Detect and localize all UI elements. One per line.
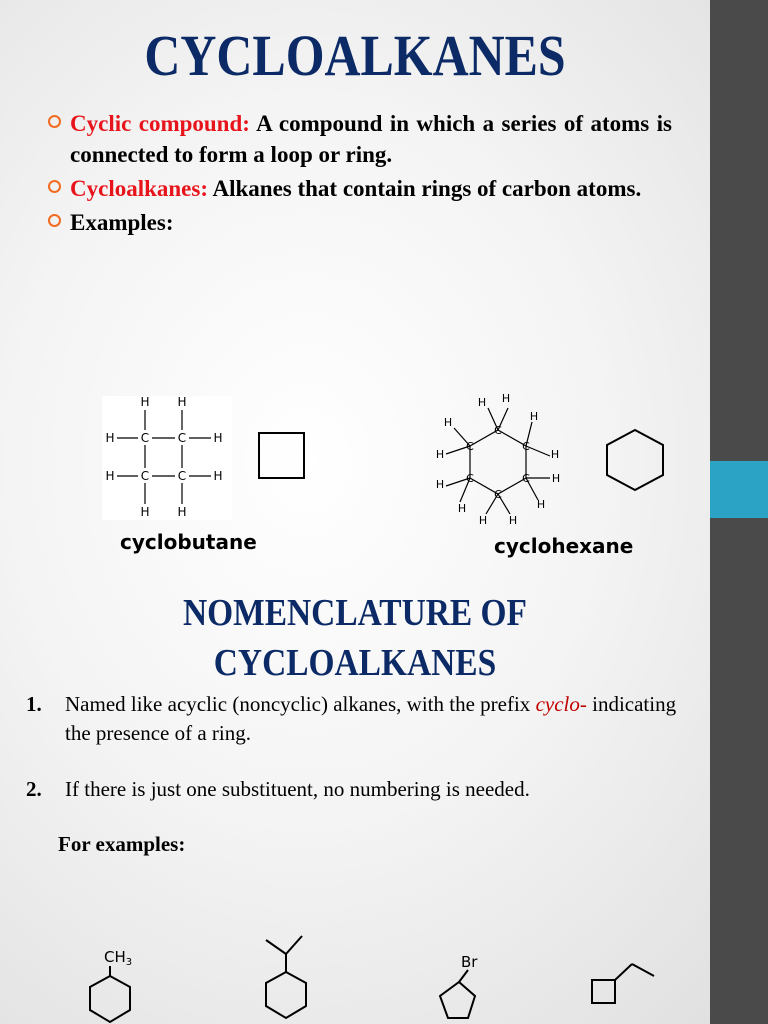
svg-text:C: C (466, 440, 474, 453)
svg-text:H: H (508, 514, 518, 527)
section-title (43, 588, 668, 688)
svg-text:H: H (457, 502, 467, 515)
svg-text:H: H (443, 416, 453, 429)
svg-text:H: H (551, 472, 561, 485)
cyclohexane-skeletal (602, 426, 668, 494)
bullet-circle-icon (48, 214, 61, 227)
svg-text:H: H (140, 505, 150, 519)
rule-item (26, 690, 706, 748)
ch3-label: $CH_3$ (104, 948, 133, 968)
cyclobutane-skeletal (256, 430, 308, 482)
svg-text:H: H (177, 396, 187, 409)
bullet-text: A compound in which a series of atoms is connected to form a loop or ring. (70, 111, 673, 167)
svg-text:C: C (140, 469, 150, 483)
isopropylcyclohexane-structure (256, 932, 316, 1024)
rule-text: Named like acyclic (noncyclic) alkanes, with the prefix (65, 692, 536, 716)
examples-heading: For examples: (58, 832, 186, 856)
svg-text:C: C (466, 472, 474, 485)
slide-title: CYCLOALKANES (144, 23, 566, 88)
bullet-item (44, 173, 672, 204)
rule-prefix: cyclo- (535, 692, 587, 716)
bullet-text: Examples: (70, 210, 174, 235)
br-label: Br (461, 953, 478, 971)
svg-text:H: H (213, 469, 223, 483)
cyclobutane-label: cyclobutane (120, 530, 257, 554)
rules-list (26, 690, 706, 831)
svg-text:C: C (177, 469, 187, 483)
svg-text:C: C (140, 431, 150, 445)
rule-number: 1. (26, 692, 42, 716)
bullet-circle-icon (48, 180, 61, 193)
svg-text:H: H (177, 505, 187, 519)
ethylcyclobutane-structure (586, 956, 660, 1010)
svg-text:H: H (105, 469, 115, 483)
rule-text: If there is just one substituent, no numbering is needed. (65, 777, 530, 801)
svg-text:H: H (536, 498, 546, 511)
svg-text:H: H (529, 410, 539, 423)
svg-text:H: H (477, 396, 487, 409)
svg-text:H: H (105, 431, 115, 445)
svg-text:C: C (494, 488, 502, 501)
svg-text:C: C (494, 424, 502, 437)
bullet-item (44, 207, 672, 238)
bullet-term: Cyclic compound: (70, 111, 250, 136)
cyclohexane-label: cyclohexane (494, 534, 634, 558)
bullet-list (44, 108, 672, 241)
svg-text:C: C (522, 440, 530, 453)
rule-item (26, 775, 706, 804)
cyclohexane-structure (428, 390, 568, 530)
cyclobutane-structure (102, 396, 232, 520)
rule-text-after: indicating the presence of a ring. (65, 692, 677, 745)
sidebar-accent-block (710, 461, 768, 518)
svg-text:C: C (177, 431, 187, 445)
rule-number: 2. (26, 777, 42, 801)
svg-text:H: H (550, 448, 560, 461)
bullet-circle-icon (48, 115, 61, 128)
svg-text:H: H (213, 431, 223, 445)
svg-text:H: H (478, 514, 488, 527)
section-title-line2: CYCLOALKANES (213, 642, 497, 684)
svg-text:C: C (522, 472, 530, 485)
svg-text:H: H (501, 392, 511, 405)
methylcyclohexane-structure (80, 944, 150, 1024)
bromocyclopentane-structure (432, 950, 492, 1024)
bullet-text: Alkanes that contain rings of carbon atoms. (208, 176, 642, 201)
svg-text:H: H (140, 396, 150, 409)
bullet-item (44, 108, 672, 170)
bullet-term: Cycloalkanes: (70, 176, 208, 201)
section-title-line1: NOMENCLATURE OF (182, 592, 527, 634)
svg-text:H: H (435, 448, 445, 461)
svg-text:H: H (435, 478, 445, 491)
